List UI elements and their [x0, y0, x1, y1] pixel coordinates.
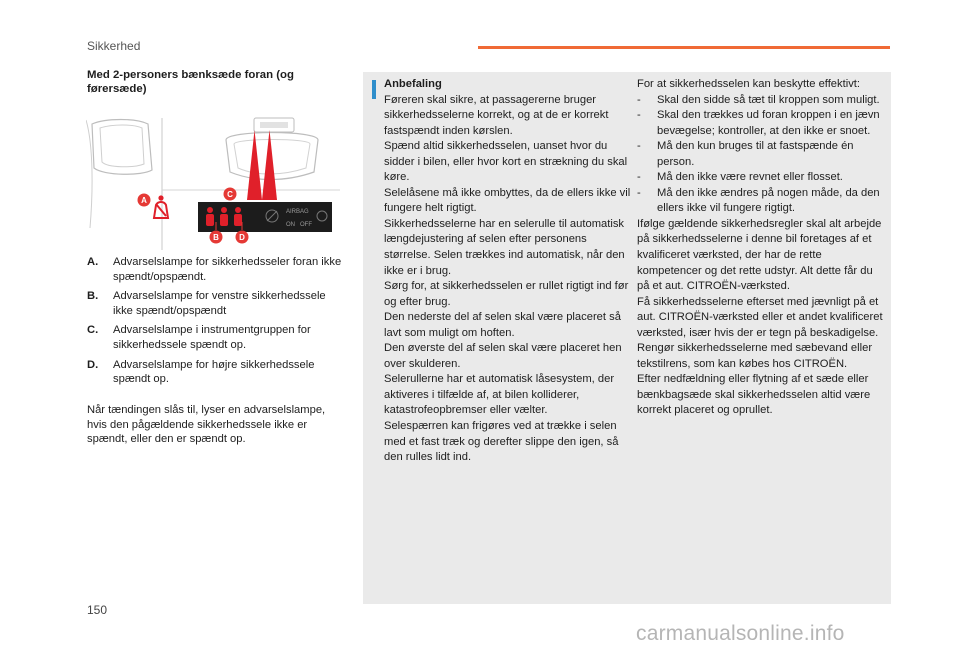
panel-seatbelt-icons — [206, 207, 242, 226]
dash-marker: - — [637, 109, 641, 122]
recommendation-line: Selelåsene må ikke ombyttes, da de ellers ikke vil fungere helt rigtigt. — [384, 186, 631, 215]
protection-item-text: Skal den trækkes ud foran kroppen i en jævn bevægelse; kontroller, at den ikke er snoet. — [657, 109, 880, 137]
marker-a — [138, 194, 151, 207]
legend-text: Advarselslampe for venstre sikkerhedssele ikke spændt/opspændt — [113, 290, 326, 317]
marker-c-label: C — [227, 190, 233, 199]
maintenance-paragraph: Rengør sikkerhedsselerne med sæbevand eller tekstilrens, som kan købes hos CITROËN. — [637, 342, 873, 370]
legend-item-b — [87, 289, 345, 318]
legend-text: Advarselslampe i instrumentgruppen for sikkerhedssele spændt op. — [113, 324, 311, 351]
recommendation-column-1 — [384, 77, 632, 466]
protection-item-text: Må den ikke være revnet eller flosset. — [657, 171, 843, 184]
recommendation-line: Den øverste del af selen skal være placeret hen over skulderen. — [384, 342, 622, 370]
recommendation-line: Spænd altid sikkerhedsselen, uanset hvor du sidder i bilen, eller hvor kort en strækning du skal køre. — [384, 140, 628, 184]
recommendation-label: Anbefaling — [384, 78, 442, 90]
airbag-off-label: OFF — [300, 222, 312, 228]
section-rule — [478, 46, 890, 49]
legend-text: Advarselslampe for sikkerhedsseler foran ikke spændt/opspændt. — [113, 256, 342, 283]
dash-marker: - — [637, 171, 641, 184]
dash-marker: - — [637, 186, 641, 199]
legend-item-d — [87, 358, 345, 387]
protection-item — [637, 139, 885, 170]
protection-item — [637, 93, 885, 109]
dash-marker: - — [637, 140, 641, 153]
legend-list — [87, 255, 345, 392]
marker-a-label: A — [141, 196, 147, 205]
maintenance-paragraph: Efter nedfældning eller flytning af et sæde eller bænkbagsæde skal sikkerhedsselen altid være korrekt placeret og oprullet. — [637, 373, 871, 417]
protection-item — [637, 170, 885, 186]
protection-item-text: Må den kun bruges til at fastspænde én person. — [657, 140, 854, 168]
recommendation-line: Den nederste del af selen skal være placeret så lavt som muligt om hoften. — [384, 311, 621, 339]
airbag-label: AIRBAG — [286, 209, 309, 215]
recommendation-line: Sørg for, at sikkerhedsselen er rullet rigtigt ind før og efter brug. — [384, 280, 629, 308]
protection-item-text: Skal den sidde så tæt til kroppen som muligt. — [657, 93, 880, 106]
maintenance-paragraph: Ifølge gældende sikkerhedsregler skal alt arbejde på sikkerhedsselerne i denne bil foretages af et kvalificeret værksted, der har de rette kompetencer og det rette udstyr. Alt dette får du på et aut. CITROËN-værksted. — [637, 217, 882, 293]
protection-intro: For at sikkerhedsselen kan beskytte effektivt: — [637, 78, 861, 90]
marker-d-label: D — [239, 233, 245, 242]
arrow-to-mirror-right — [262, 130, 277, 200]
dashboard-illustration — [86, 110, 340, 250]
section-title: Sikkerhed — [87, 39, 141, 53]
dash-marker: - — [637, 93, 641, 106]
recommendation-line: Føreren skal sikre, at passagererne bruger sikkerhedsselerne korrekt, og at de er korrekt fastspændt inden kørslen. — [384, 93, 609, 137]
seatbelt-warning-figure — [86, 110, 340, 250]
protection-item — [637, 108, 885, 139]
cluster-edge — [86, 120, 92, 228]
recommendation-column-2 — [637, 77, 885, 419]
recommendation-line: Selespærren kan frigøres ved at trække i selen med et fast træk og derefter slippe den igen, så den rulles lidt ind. — [384, 420, 619, 464]
left-heading: Med 2-personers bænksæde foran (og førersæde) — [87, 69, 294, 95]
marker-d — [236, 231, 249, 244]
legend-item-a — [87, 255, 345, 284]
overhead-light — [260, 122, 288, 128]
recommendation-accent-bar — [372, 80, 376, 99]
cluster-inner — [100, 125, 144, 167]
marker-b — [210, 231, 223, 244]
legend-key: A. — [87, 256, 99, 268]
legend-text: Advarselslampe for højre sikkerhedssele spændt op. — [113, 358, 315, 386]
seatbelt-warning-icon-a — [154, 195, 168, 218]
maintenance-paragraph: Få sikkerhedsselerne efterset med jævnligt på et aut. CITROËN-værksted eller et andet kvalificeret værksted, især hvis der er tegn på beskadigelse. — [637, 295, 883, 339]
marker-b-label: B — [213, 233, 219, 242]
legend-key: D. — [87, 358, 99, 371]
recommendation-line: Sikkerhedsselerne har en selerulle til automatisk længdejustering af selen efter personens størrelse. Selen trækkes ind automatisk, når den ikke er i brug. — [384, 217, 625, 277]
protection-item-text: Må den ikke ændres på nogen måde, da den ellers ikke vil fungere rigtigt. — [657, 186, 880, 215]
marker-c — [224, 188, 237, 201]
recommendation-line: Selerullerne har et automatisk låsesystem, der aktiveres i tilfælde af, at bilen kolliderer, katastrofeopbremser eller vælter. — [384, 373, 615, 417]
protection-item — [637, 186, 885, 217]
legend-item-c — [87, 323, 345, 352]
ignition-paragraph: Når tændingen slås til, lyser en advarselslampe, hvis den pågældende sikkerhedssele ikke er spændt, eller den er spændt op. — [87, 404, 326, 446]
legend-key: B. — [87, 290, 99, 303]
page-number: 150 — [87, 603, 108, 617]
airbag-on-label: ON — [286, 222, 295, 228]
watermark: carmanualsonline.info — [636, 622, 845, 645]
legend-key: C. — [87, 324, 99, 337]
